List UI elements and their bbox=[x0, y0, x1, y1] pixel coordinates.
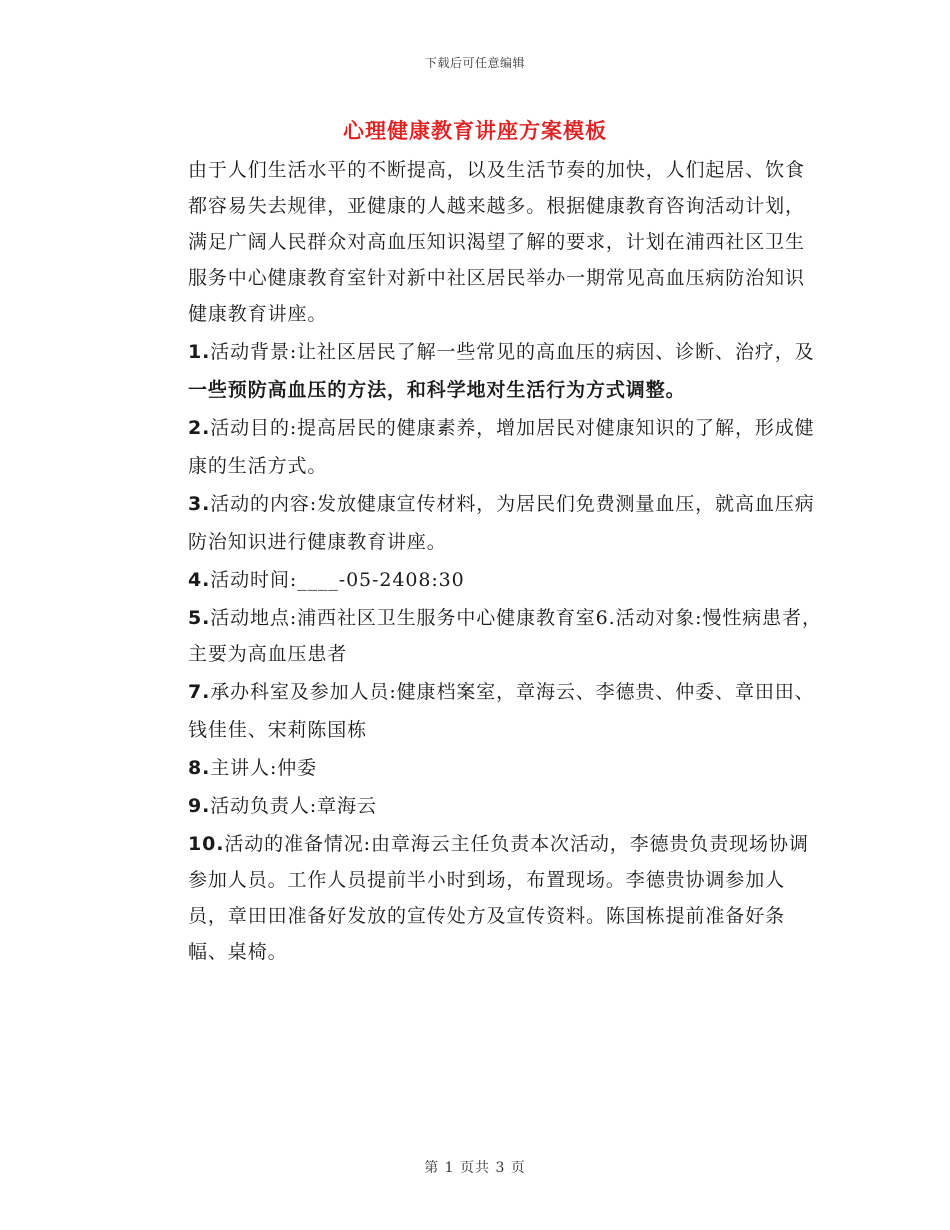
item-text: 活动的准备情况:由章海云主任负责本次活动，李德贵负责现场协调参加人员。工作人员提前半小时到场，布置现场。李德贵协调参加人员，章田田准备好发放的宣传处方及宣传资料。陈国栋提前准备好条幅、桌椅。 bbox=[188, 833, 809, 963]
item-number: 10. bbox=[188, 833, 225, 855]
page-header: 下载后可任意编辑 bbox=[424, 56, 525, 70]
item-9 bbox=[142, 788, 822, 824]
item-text: 活动负责人:章海云 bbox=[210, 795, 377, 817]
item-text: 活动目的:提高居民的健康素养，增加居民对健康知识的了解，形成健 bbox=[210, 417, 815, 439]
item-text: 活动背景:让社区居民了解一些常见的高血压的病因、诊断、治疗，及 bbox=[210, 341, 815, 363]
item-number: 7. bbox=[188, 681, 211, 703]
item-8 bbox=[142, 750, 822, 786]
item-text: 承办科室及参加人员:健康档案室，章海云、李德贵、仲委、章田田、 bbox=[210, 681, 815, 703]
item-number: 2. bbox=[188, 417, 211, 439]
item-2-continuation: 康的生活方式。 bbox=[188, 455, 328, 477]
item-text: 主讲人:仲委 bbox=[210, 757, 318, 779]
item-number: 1. bbox=[188, 341, 211, 363]
item-number: 9. bbox=[188, 795, 211, 817]
item-text: 活动地点:浦西社区卫生服务中心健康教育室6.活动对象:慢性病患者，主要为高血压患者 bbox=[188, 607, 822, 665]
item-3 bbox=[142, 486, 822, 522]
item-10 bbox=[142, 826, 822, 970]
item-3-continuation: 防治知识进行健康教育讲座。 bbox=[188, 531, 447, 553]
item-4 bbox=[142, 562, 822, 598]
item-number: 4. bbox=[188, 569, 211, 591]
bold-line: 一些预防高血压的方法，和科学地对生活行为方式调整。 bbox=[188, 379, 686, 401]
item-7 bbox=[142, 674, 822, 710]
item-number: 3. bbox=[188, 493, 211, 515]
item-5 bbox=[142, 600, 822, 672]
item-1 bbox=[142, 334, 822, 370]
item-text: 活动时间:____-05-2408:30 bbox=[210, 569, 465, 591]
document-title: 心理健康教育讲座方案模板 bbox=[343, 118, 607, 143]
intro-paragraph: 由于人们生活水平的不断提高，以及生活节奏的加快，人们起居、饮食都容易失去规律，亚健康的人越来越多。根据健康教育咨询活动计划，满足广阔人民群众对高血压知识渴望了解的要求，计划在浦西社区卫生服务中心健康教育室针对新中社区居民举办一期常见高血压病防治知识健康教育讲座。 bbox=[188, 159, 805, 325]
page-footer: 第 1 页共 3 页 bbox=[424, 1160, 526, 1176]
item-number: 8. bbox=[188, 757, 211, 779]
document-body bbox=[142, 152, 822, 970]
item-2 bbox=[142, 410, 822, 446]
item-number: 5. bbox=[188, 607, 211, 629]
item-text: 活动的内容:发放健康宣传材料，为居民们免费测量血压，就高血压病 bbox=[210, 493, 815, 515]
item-7-continuation: 钱佳佳、宋莉陈国栋 bbox=[188, 719, 368, 741]
